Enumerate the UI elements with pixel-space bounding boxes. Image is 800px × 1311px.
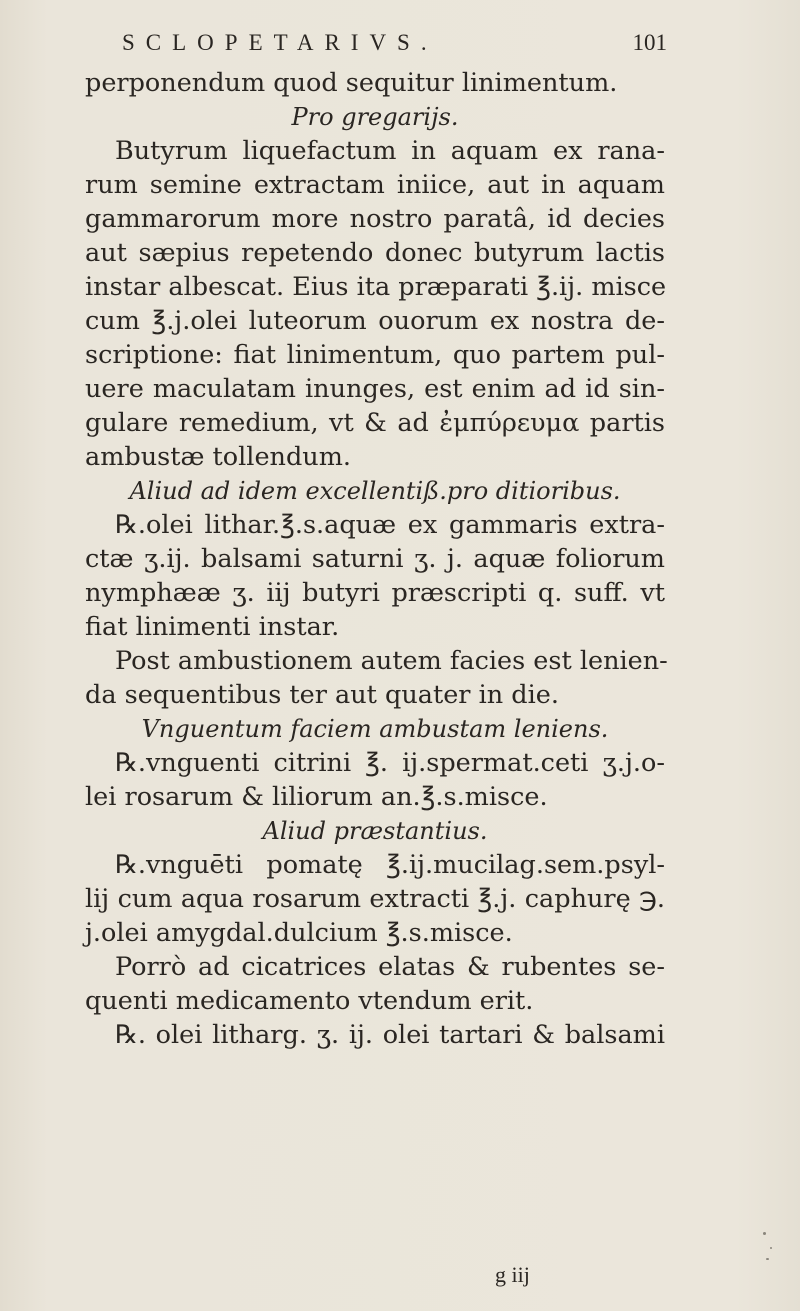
text-line: rum semine extractam iniice, aut in aquam: [85, 170, 665, 200]
section-heading: Vnguentum faciem ambustam leniens.: [141, 715, 609, 743]
text-line: scriptione: fiat linimentum, quo partem pul-: [85, 340, 665, 370]
text-line: aut sæpius repetendo donec butyrum lactis: [85, 238, 665, 268]
text-line: perponendum quod sequitur linimentum.: [85, 68, 618, 98]
text-line: lij cum aqua rosarum extracti ℥.j. caphurę ℈.: [85, 884, 665, 914]
text-line: gammarorum more nostro paratâ, id decies: [85, 204, 665, 234]
paper-speck: [770, 1247, 772, 1249]
section-heading: Pro gregarijs.: [291, 103, 459, 131]
text-line: ambustæ tollendum.: [85, 442, 351, 472]
text-line: fiat linimenti instar.: [85, 612, 340, 642]
page-header: [122, 30, 667, 60]
paper-speck: [763, 1232, 766, 1235]
text-line: lei rosarum & liliorum an.℥.s.misce.: [85, 782, 548, 812]
signature-mark: g iij: [495, 1262, 530, 1287]
paper-speck: [766, 1258, 769, 1260]
text-line: ctæ ʒ.ij. balsami saturni ʒ. j. aquæ foliorum: [85, 544, 665, 574]
page-number: 101: [632, 30, 667, 55]
text-line: nymphææ ʒ. iij butyri præscripti q. suff. vt: [85, 578, 665, 608]
text-block: [85, 66, 668, 1052]
section-heading: Aliud præstantius.: [262, 817, 488, 845]
text-line: instar albescat. Eius ita præparati ℥.ij. misce: [85, 272, 667, 302]
text-line: ℞.vnguenti citrini ℥. ij.spermat.ceti ʒ.j.o-: [115, 748, 665, 778]
text-line: gulare remedium, vt & ad ἐμπύρευμα partis: [85, 408, 665, 438]
text-line: j.olei amygdal.dulcium ℥.s.misce.: [85, 918, 513, 948]
text-line: uere maculatam inunges, est enim ad id sin-: [85, 374, 665, 404]
text-line: Post ambustionem autem facies est lenien-: [115, 646, 668, 676]
text-line: Porrò ad cicatrices elatas & rubentes se-: [115, 952, 665, 982]
section-heading: Aliud ad idem excellentiß.pro ditioribus.: [129, 477, 621, 505]
text-line: da sequentibus ter aut quater in die.: [85, 680, 559, 710]
text-line: quenti medicamento vtendum erit.: [85, 986, 534, 1016]
text-line: ℞.olei lithar.℥.s.aquæ ex gammaris extra-: [115, 510, 665, 540]
running-head: SCLOPETARIVS.: [122, 30, 438, 55]
text-line: cum ℥.j.olei luteorum ouorum ex nostra de-: [85, 306, 665, 336]
text-line: ℞. olei litharg. ʒ. ij. olei tartari & balsami: [115, 1020, 665, 1050]
text-line: Butyrum liquefactum in aquam ex rana-: [115, 136, 665, 166]
text-line: ℞.vnguēti pomatę ℥.ij.mucilag.sem.psyl-: [115, 850, 665, 880]
